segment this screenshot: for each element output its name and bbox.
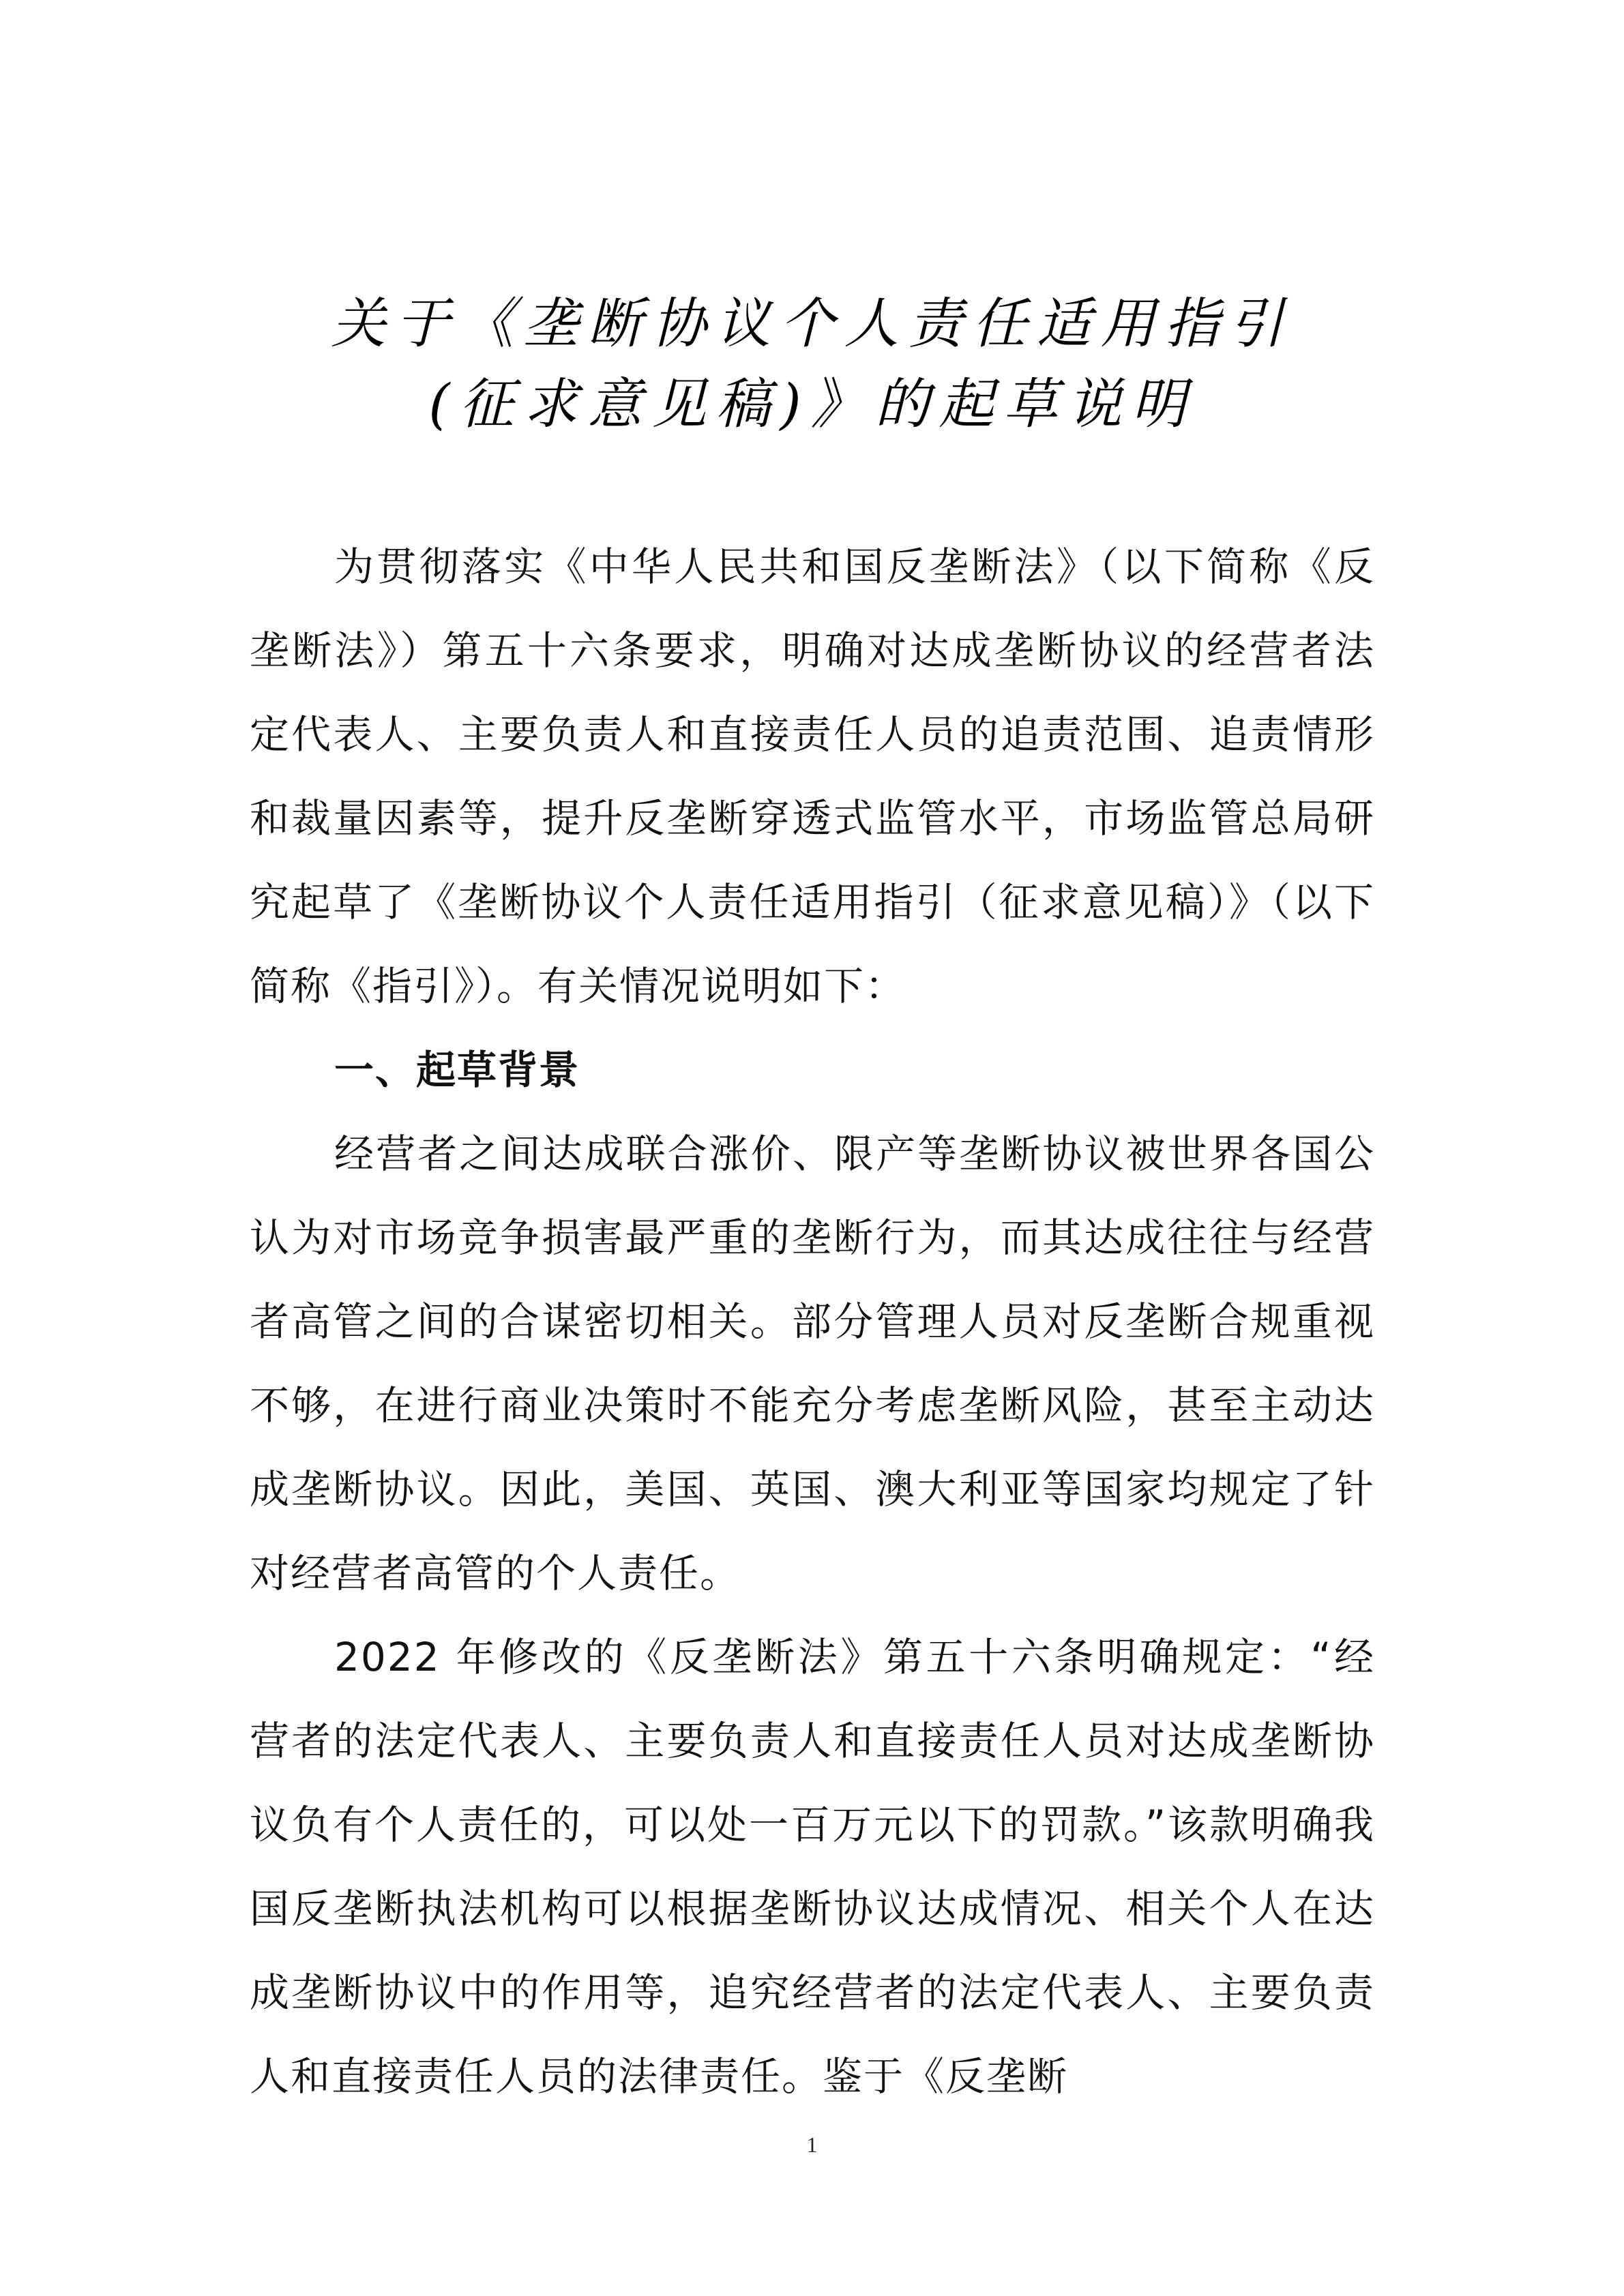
document-title-line-1: 关于《垄断协议个人责任适用指引 (331, 292, 1293, 355)
section-heading: 一、起草背景 (334, 1047, 580, 1093)
page-number: 1 (806, 2132, 818, 2157)
law-paragraph: 2022 年修改的《反垄断法》第五十六条明确规定：“经营者的法定代表人、主要负责人和直接责任人员对达成垄断协议负有个人责任的，可以处一百万元以下的罚款。”该款明确我国反垄断执法机构可以根据垄断协议达成情况、相关个人在达成垄断协议中的作用等，追究经营者的法定代表人、主要负责人和直接责任人员的法律责任。鉴于《反垄断 (250, 1634, 1375, 2100)
intro-paragraph: 为贯彻落实《中华人民共和国反垄断法》（以下简称《反垄断法》）第五十六条要求，明确对达成垄断协议的经营者法定代表人、主要负责人和直接责任人员的追责范围、追责情形和裁量因素等，提升反垄断穿透式监管水平，市场监管总局研究起草了《垄断协议个人责任适用指引（征求意见稿）》（以下简称《指引》）。有关情况说明如下： (250, 543, 1375, 1009)
background-paragraph: 经营者之间达成联合涨价、限产等垄断协议被世界各国公认为对市场竞争损害最严重的垄断行为，而其达成往往与经营者高管之间的合谋密切相关。部分管理人员对反垄断合规重视不够，在进行商业决策时不能充分考虑垄断风险，甚至主动达成垄断协议。因此，美国、英国、澳大利亚等国家均规定了针对经营者高管的个人责任。 (250, 1131, 1375, 1596)
document-body (250, 525, 1375, 2119)
document-title-line-2: (征求意见稿)》的起草说明 (428, 372, 1196, 436)
